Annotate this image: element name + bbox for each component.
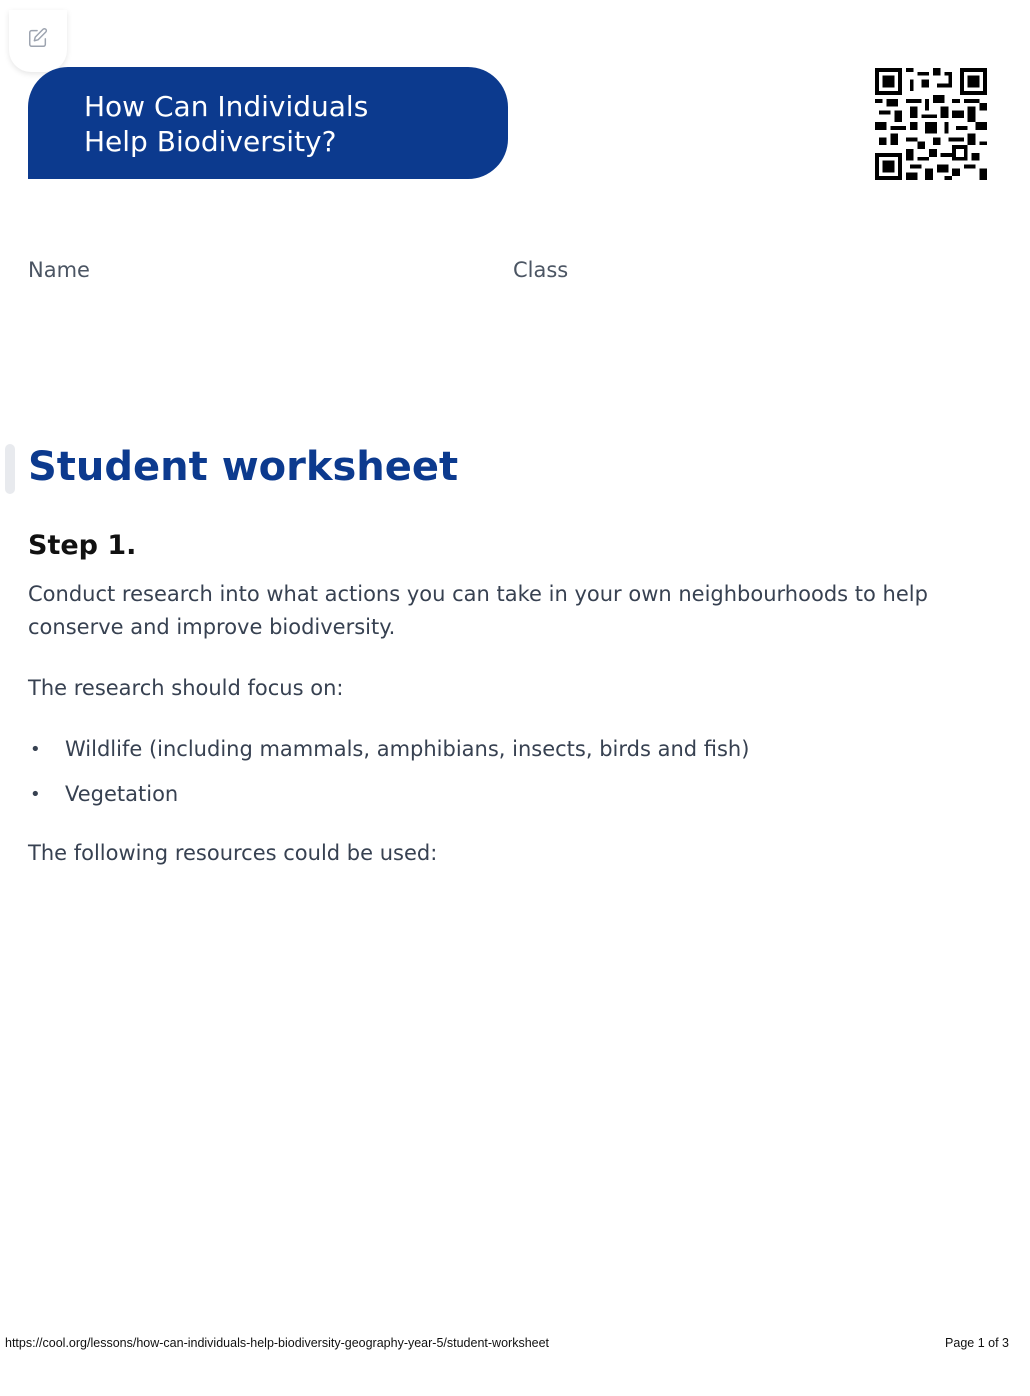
step-content	[28, 578, 978, 870]
page-title	[84, 89, 484, 159]
step-heading: Step 1.	[28, 530, 137, 561]
resources-label: The following resources could be used:	[28, 841, 438, 865]
bullet-icon: •	[30, 739, 41, 760]
page-number: Page 1 of 3	[945, 1336, 1009, 1350]
focus-list	[28, 733, 978, 811]
qr-code-icon	[875, 68, 987, 180]
footer-url: https://cool.org/lessons/how-can-individuals-help-biodiversity-geography-year-5/student-worksheet	[5, 1336, 550, 1350]
class-field-label: Class	[513, 258, 569, 282]
step-intro: Conduct research into what actions you can take in your own neighbourhoods to help conserve and improve biodiversity.	[28, 582, 928, 639]
pencil-square-icon	[27, 27, 49, 49]
edit-button[interactable]	[9, 10, 67, 72]
title-banner	[28, 67, 508, 179]
list-item	[28, 733, 978, 766]
title-line-2: Help Biodiversity?	[84, 125, 337, 158]
section-title: Student worksheet	[28, 444, 459, 490]
section-marker	[5, 444, 15, 494]
list-item-text: Wildlife (including mammals, amphibians, insects, birds and fish)	[65, 737, 750, 761]
focus-label: The research should focus on:	[28, 676, 344, 700]
list-item-text: Vegetation	[65, 782, 179, 806]
list-item	[28, 778, 978, 811]
name-field-label: Name	[28, 258, 90, 282]
bullet-icon: •	[30, 784, 41, 805]
title-line-1: How Can Individuals	[84, 90, 369, 123]
